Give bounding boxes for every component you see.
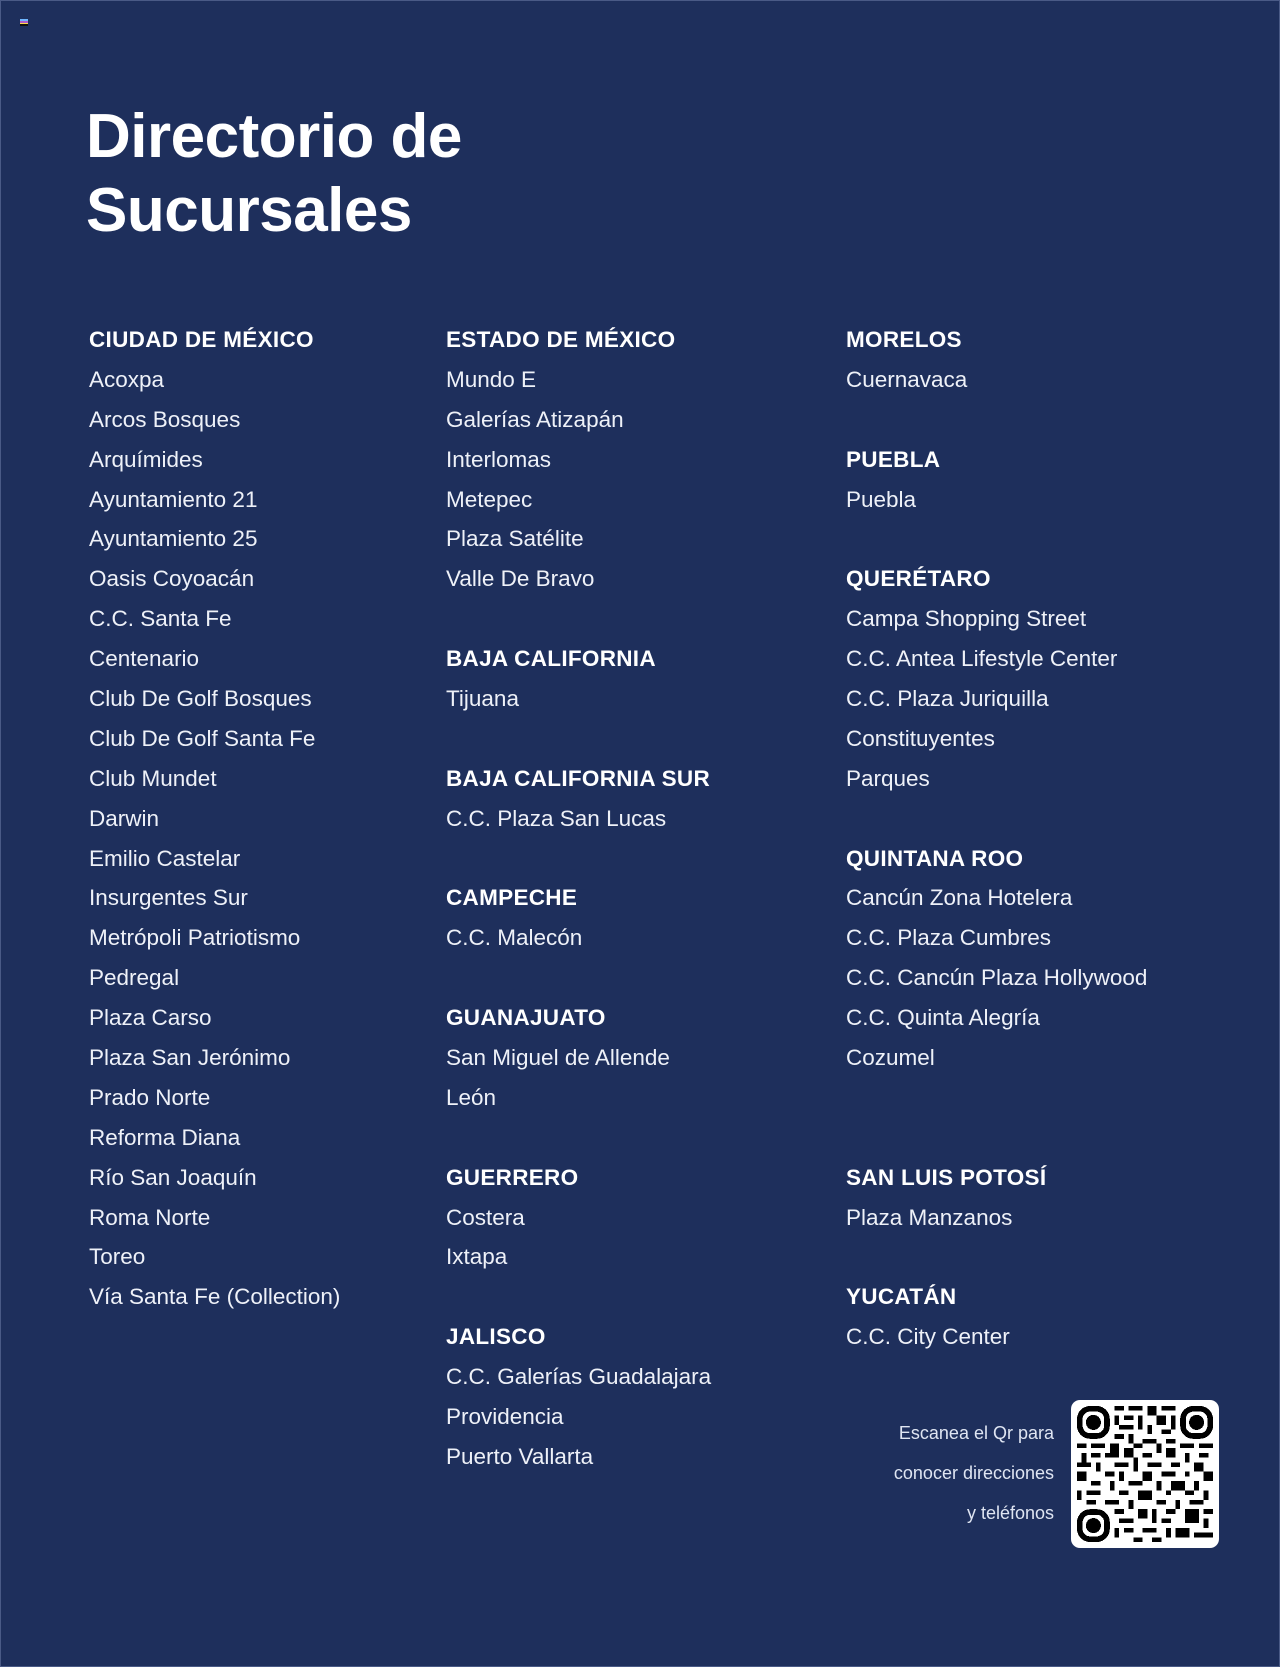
- branch-item: Roma Norte: [89, 1204, 211, 1230]
- branch-item: Arquímides: [89, 446, 203, 472]
- state-heading: PUEBLA: [846, 446, 941, 472]
- state-heading: CAMPECHE: [446, 885, 578, 911]
- column-1: [89, 320, 340, 1317]
- state-heading: BAJA CALIFORNIA SUR: [446, 765, 711, 791]
- branch-item: Tijuana: [446, 686, 519, 712]
- branch-item: Plaza Manzanos: [846, 1204, 1013, 1230]
- spacer: [446, 599, 711, 639]
- branch-item: Ayuntamiento 25: [89, 526, 258, 552]
- branch-item: Cozumel: [846, 1045, 935, 1071]
- state-heading: QUERÉTARO: [846, 566, 991, 592]
- branch-item: Pedregal: [89, 965, 180, 991]
- branch-item: Ixtapa: [446, 1244, 508, 1270]
- state-heading: QUINTANA ROO: [846, 845, 1024, 871]
- flag-icon: [20, 19, 28, 26]
- branch-item: Arcos Bosques: [89, 406, 241, 432]
- branch-item: Campa Shopping Street: [846, 606, 1087, 632]
- branch-item: Mundo E: [446, 366, 537, 392]
- spacer: [846, 519, 1147, 559]
- spacer: [846, 400, 1147, 440]
- branch-item: Costera: [446, 1204, 525, 1230]
- state-heading: SAN LUIS POTOSÍ: [846, 1164, 1047, 1190]
- branch-item: Cancún Zona Hotelera: [846, 885, 1073, 911]
- branch-item: C.C. Plaza Juriquilla: [846, 686, 1049, 712]
- branch-item: Acoxpa: [89, 366, 165, 392]
- branch-item: Emilio Castelar: [89, 845, 241, 871]
- branch-item: Centenario: [89, 646, 200, 672]
- branch-item: Plaza Satélite: [446, 526, 584, 552]
- state-heading: MORELOS: [846, 327, 962, 352]
- page-title-line-2: Sucursales: [86, 176, 412, 245]
- spacer: [846, 1118, 1147, 1158]
- qr-code-icon: [1077, 1406, 1213, 1542]
- spacer: [846, 1078, 1147, 1118]
- state-heading: GUERRERO: [446, 1164, 579, 1190]
- page-title-line-1: Directorio de: [86, 102, 462, 171]
- qr-caption: [894, 1413, 1054, 1533]
- state-heading: YUCATÁN: [846, 1284, 957, 1310]
- branch-item: Constituyentes: [846, 725, 995, 751]
- branch-item: Oasis Coyoacán: [89, 566, 255, 592]
- branch-item: Plaza San Jerónimo: [89, 1045, 291, 1071]
- page-title: [86, 100, 462, 248]
- state-heading: JALISCO: [446, 1324, 546, 1350]
- branch-item: Plaza Carso: [89, 1005, 212, 1031]
- branch-item: Cuernavaca: [846, 366, 968, 392]
- branch-item: C.C. Antea Lifestyle Center: [846, 646, 1118, 672]
- branch-item: Vía Santa Fe (Collection): [89, 1284, 341, 1310]
- branch-item: Interlomas: [446, 446, 552, 472]
- state-heading: BAJA CALIFORNIA: [446, 646, 656, 672]
- qr-caption-line-2: conocer direcciones: [893, 1463, 1054, 1483]
- branch-item: Club De Golf Santa Fe: [89, 725, 316, 751]
- branch-item: Club Mundet: [89, 765, 217, 791]
- branch-item: C.C. Malecón: [446, 925, 583, 951]
- branch-item: C.C. City Center: [846, 1324, 1010, 1350]
- spacer: [846, 1237, 1147, 1277]
- branch-item: Río San Joaquín: [89, 1164, 257, 1190]
- spacer: [446, 839, 711, 879]
- state-heading: ESTADO DE MÉXICO: [446, 327, 676, 352]
- spacer: [446, 1118, 711, 1158]
- spacer: [446, 719, 711, 759]
- spacer: [446, 958, 711, 998]
- branch-item: C.C. Plaza Cumbres: [846, 925, 1052, 951]
- state-heading: GUANAJUATO: [446, 1005, 606, 1031]
- branch-item: C.C. Santa Fe: [89, 606, 232, 632]
- branch-item: C.C. Cancún Plaza Hollywood: [846, 965, 1148, 991]
- branch-item: León: [446, 1084, 497, 1110]
- branch-item: San Miguel de Allende: [446, 1045, 670, 1071]
- branch-item: Puerto Vallarta: [446, 1443, 594, 1469]
- branch-item: Toreo: [89, 1244, 146, 1270]
- branch-item: Parques: [846, 765, 930, 791]
- column-2: [446, 320, 711, 1477]
- qr-caption-line-3: y teléfonos: [966, 1503, 1054, 1523]
- branch-item: Club De Golf Bosques: [89, 686, 312, 712]
- state-heading: CIUDAD DE MÉXICO: [89, 327, 314, 352]
- branch-item: Ayuntamiento 21: [89, 486, 258, 512]
- branch-item: C.C. Galerías Guadalajara: [446, 1364, 712, 1390]
- spacer: [446, 1277, 711, 1317]
- branch-item: Puebla: [846, 486, 917, 512]
- branch-item: Providencia: [446, 1404, 564, 1430]
- qr-caption-line-1: Escanea el Qr para: [898, 1423, 1054, 1443]
- branch-item: C.C. Plaza San Lucas: [446, 805, 667, 831]
- branch-item: C.C. Quinta Alegría: [846, 1005, 1040, 1031]
- branch-item: Metrópoli Patriotismo: [89, 925, 301, 951]
- branch-item: Insurgentes Sur: [89, 885, 248, 911]
- branch-item: Galerías Atizapán: [446, 406, 624, 432]
- qr-code[interactable]: [1071, 1400, 1219, 1548]
- branch-item: Reforma Diana: [89, 1124, 241, 1150]
- branch-item: Prado Norte: [89, 1084, 211, 1110]
- branch-item: Darwin: [89, 805, 160, 831]
- branch-item: Valle De Bravo: [446, 566, 595, 592]
- branch-item: Metepec: [446, 486, 533, 512]
- column-3: [846, 320, 1147, 1357]
- spacer: [846, 799, 1147, 839]
